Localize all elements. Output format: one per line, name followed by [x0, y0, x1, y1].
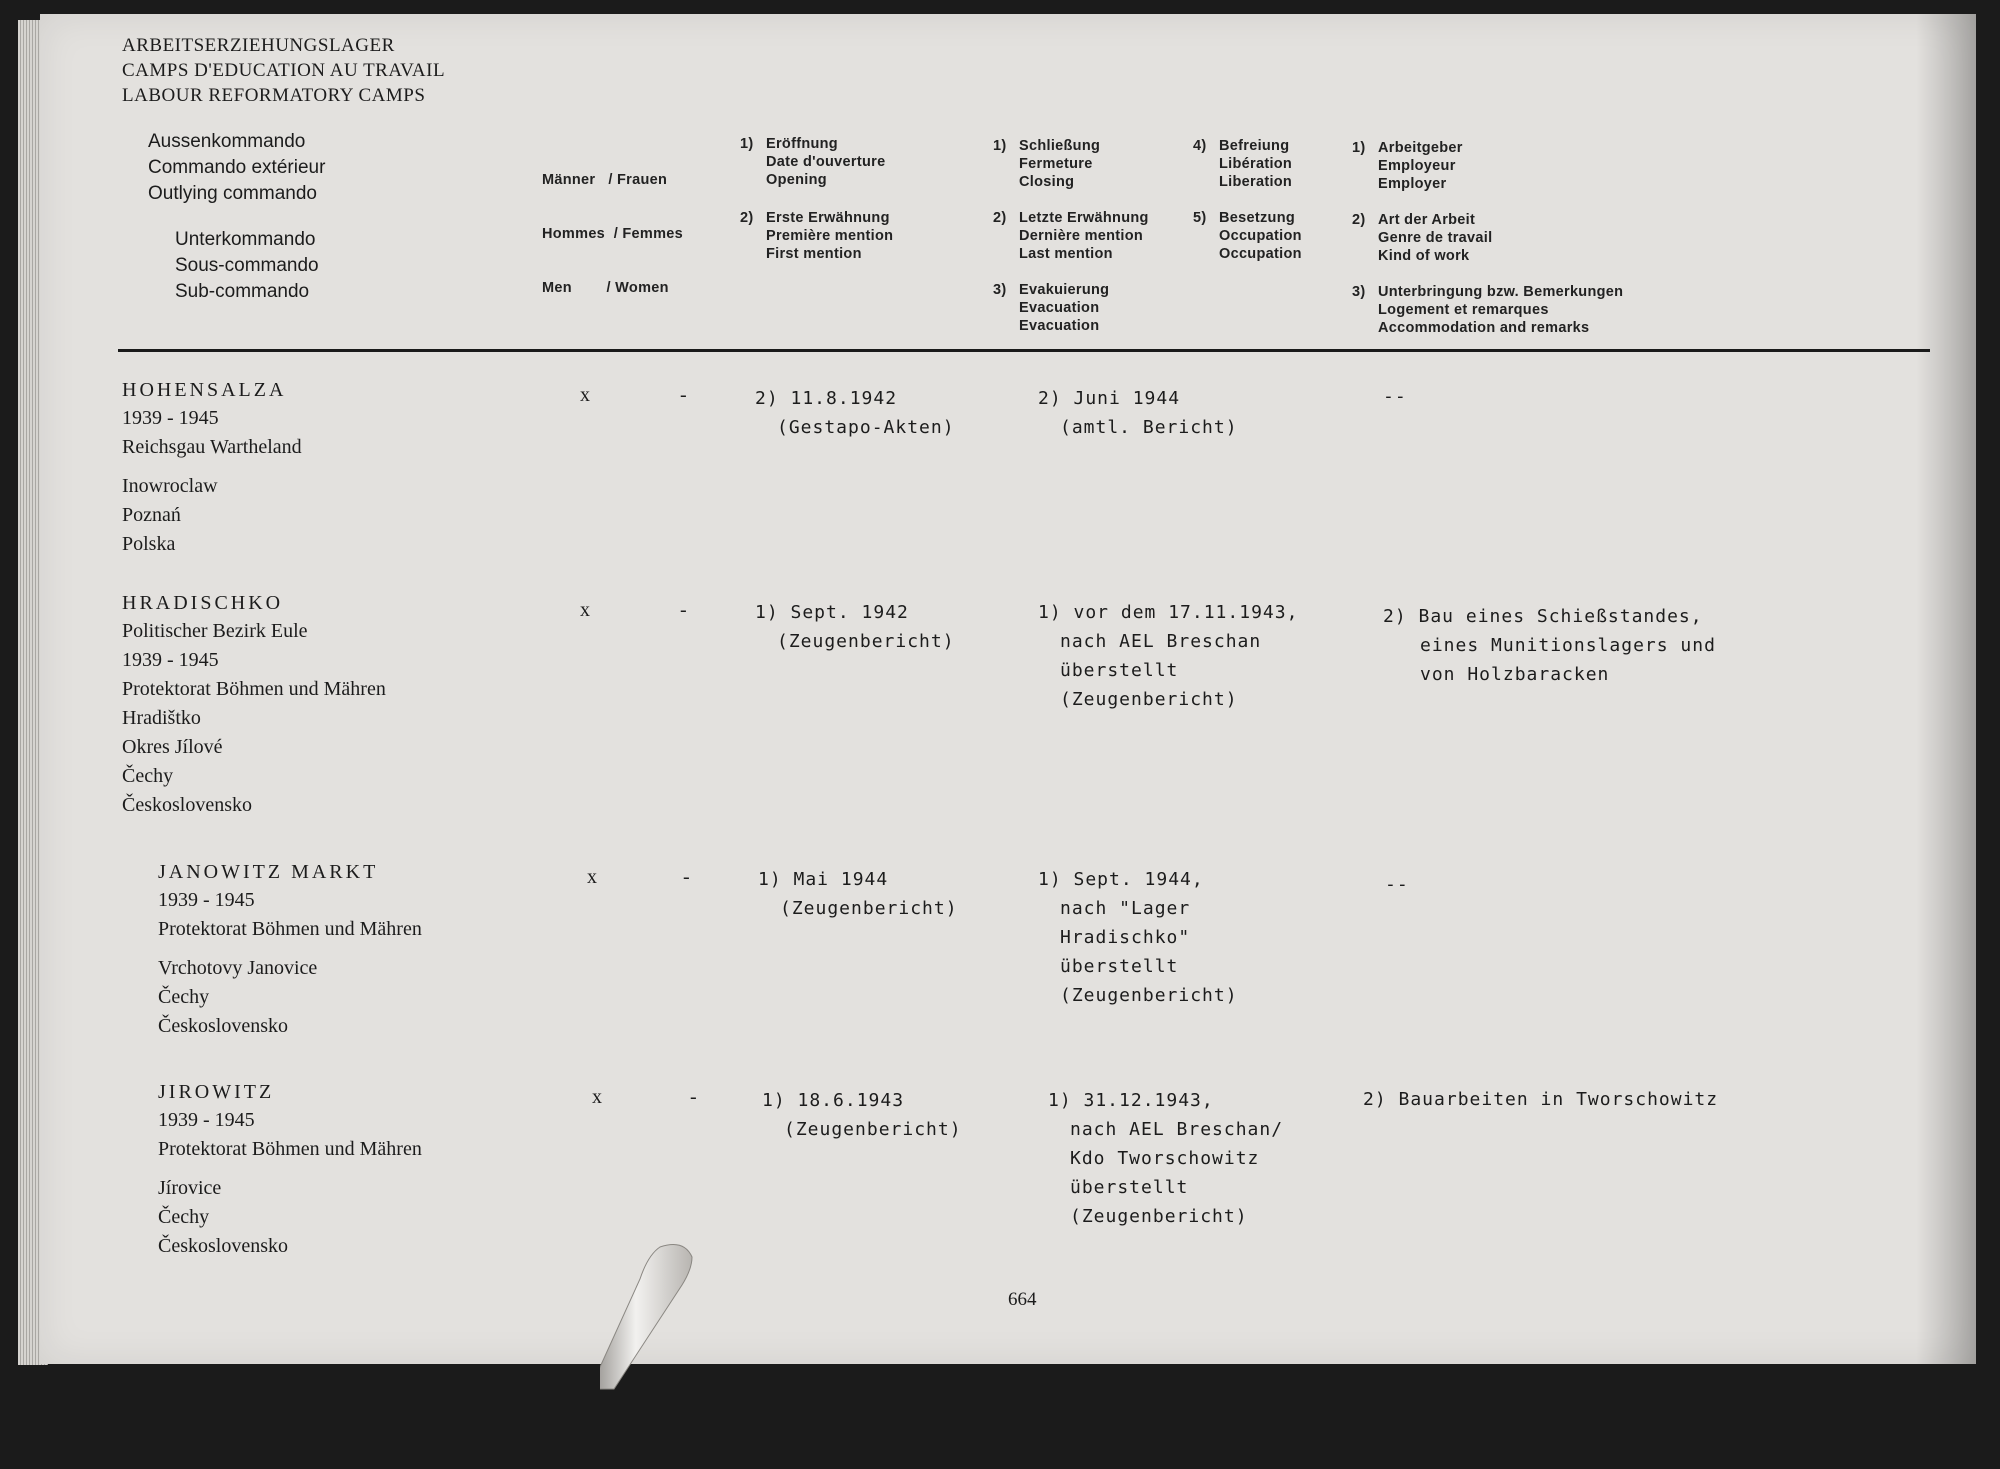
camp-name: HRADISCHKO: [122, 592, 284, 614]
outlying-commando-heading: Aussenkommando Commando extérieur Outlying commando: [148, 131, 326, 204]
remarks-cell: 2) Bau eines Schießstandes, eines Munitionslagers und von Holzbaracken: [1383, 606, 1716, 685]
column-header-closing: 1) Schließung Fermeture Closing 2) Letzte Erwähnung Dernière mention Last mention 3) Evakuierung Evacuation Evacuation: [993, 138, 1149, 334]
entry-janowitz-markt: JANOWITZ MARKT 1939 - 1945 Protektorat Böhmen und Mähren Vrchotovy Janovice Čechy Československo: [158, 861, 422, 1037]
remarks-cell: --: [1383, 386, 1407, 407]
page-gutter-shadow: [1916, 14, 1976, 1364]
women-mark: -: [680, 384, 687, 406]
closing-cell: 2) Juni 1944 (amtl. Bericht): [1038, 388, 1238, 438]
camp-name: JANOWITZ MARKT: [158, 861, 379, 883]
opening-cell: 2) 11.8.1942 (Gestapo-Akten): [755, 388, 955, 438]
men-mark: x: [587, 866, 597, 888]
camp-name: JIROWITZ: [158, 1081, 275, 1103]
opening-cell: 1) Mai 1944 (Zeugenbericht): [758, 869, 958, 919]
title-line-de: ARBEITSERZIEHUNGSLAGER: [122, 35, 395, 56]
column-header-opening: 1) Eröffnung Date d'ouverture Opening 2) Erste Erwähnung Première mention First mention: [740, 136, 894, 262]
women-mark: -: [680, 599, 687, 621]
closing-cell: 1) vor dem 17.11.1943, nach AEL Breschan überstellt (Zeugenbericht): [1038, 602, 1299, 710]
camp-name: HOHENSALZA: [122, 379, 287, 401]
page-number: 664: [1008, 1289, 1037, 1310]
stylus-pointer-image: [600, 1239, 720, 1469]
title-line-fr: CAMPS D'EDUCATION AU TRAVAIL: [122, 60, 446, 81]
entry-jirowitz: JIROWITZ 1939 - 1945 Protektorat Böhmen und Mähren Jírovice Čechy Československo: [158, 1081, 422, 1257]
remarks-cell: --: [1385, 874, 1409, 895]
column-header-liberation: 4) Befreiung Libération Liberation 5) Besetzung Occupation Occupation: [1193, 138, 1302, 262]
column-header-sex: Männer / Frauen Hommes / Femmes Men / Women: [542, 172, 683, 296]
men-mark: x: [592, 1086, 602, 1108]
men-mark: x: [580, 599, 590, 621]
entry-hohensalza: HOHENSALZA 1939 - 1945 Reichsgau Wartheland Inowroclaw Poznań Polska: [122, 379, 302, 555]
women-mark: -: [690, 1086, 697, 1108]
entry-hradischko: HRADISCHKO Politischer Bezirk Eule 1939 - 1945 Protektorat Böhmen und Mähren Hradištko Okres Jílové Čechy Československo: [122, 592, 386, 816]
women-mark: -: [683, 866, 690, 888]
book-page: [40, 14, 1976, 1364]
opening-cell: 1) Sept. 1942 (Zeugenbericht): [755, 602, 955, 652]
header-rule: [118, 349, 1930, 352]
men-mark: x: [580, 384, 590, 406]
title-line-en: LABOUR REFORMATORY CAMPS: [122, 85, 426, 106]
column-header-employer: 1) Arbeitgeber Employeur Employer 2) Art der Arbeit Genre de travail Kind of work 3) Unterbringung bzw. Bemerkungen Logement et remarques Accommodation and remarks: [1352, 140, 1624, 336]
opening-cell: 1) 18.6.1943 (Zeugenbericht): [762, 1090, 962, 1140]
remarks-cell: 2) Bauarbeiten in Tworschowitz: [1363, 1089, 1719, 1110]
closing-cell: 1) Sept. 1944, nach "Lager Hradischko" überstellt (Zeugenbericht): [1038, 869, 1238, 1006]
sub-commando-heading: Unterkommando Sous-commando Sub-commando: [175, 229, 319, 302]
document-title: [122, 33, 445, 108]
closing-cell: 1) 31.12.1943, nach AEL Breschan/ Kdo Tworschowitz überstellt (Zeugenbericht): [1048, 1090, 1284, 1227]
